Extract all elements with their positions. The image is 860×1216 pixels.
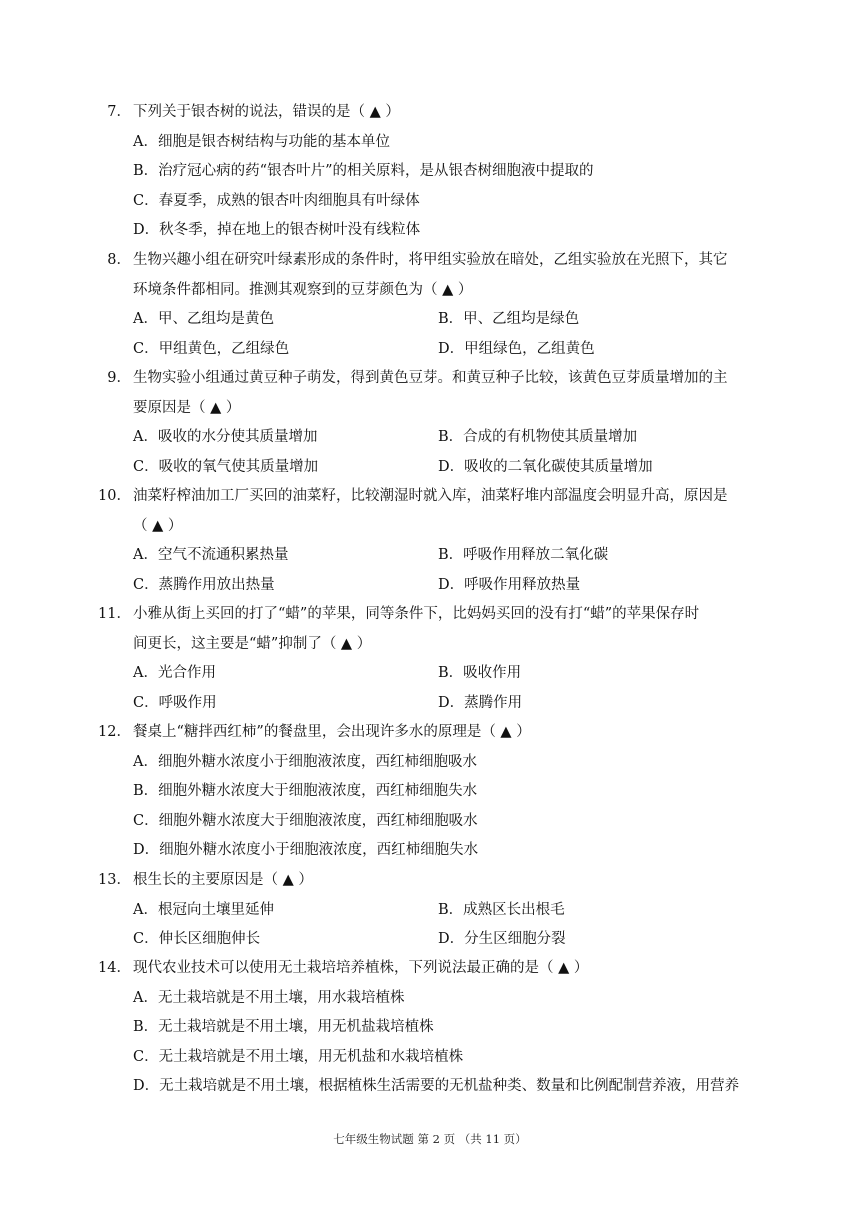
option-a: A．甲、乙组均是黄色: [133, 311, 274, 327]
question-number: 12．: [98, 724, 131, 740]
question-10: [98, 482, 768, 600]
option-c: C．呼吸作用: [133, 694, 217, 711]
question-stem: 10． 油菜籽榨油加工厂买回的油菜籽，比较潮湿时就入库，油菜籽堆内部温度会明显升高，原因是: [108, 482, 768, 512]
option-d: D．蒸腾作用: [438, 694, 523, 711]
option-c: C．蒸腾作用放出热量: [133, 576, 275, 593]
page-footer: 七年级生物试题 第 2 页 （共 11 页）: [333, 1132, 527, 1146]
question-13: [98, 866, 768, 955]
option-a: A．吸收的水分使其质量增加: [133, 429, 318, 445]
option-b: B．成熟区长出根毛: [438, 901, 565, 918]
option-c: C．无土栽培就是不用土壤，用无机盐和水栽培植株: [133, 1048, 464, 1065]
question-number: 11．: [98, 606, 131, 622]
option-d: D．细胞外糖水浓度小于细胞液浓度，西红柿细胞失水: [133, 842, 479, 858]
option-a: A．根冠向土壤里延伸: [133, 901, 274, 918]
question-stem: 9． 生物实验小组通过黄豆种子萌发，得到黄色豆芽。和黄豆种子比较，该黄色豆芽质量增加的主: [108, 364, 768, 394]
option-a: A．光合作用: [133, 665, 216, 681]
question-number: 13．: [98, 872, 131, 888]
question-stem: 7． 下列关于银杏树的说法，错误的是（ ▲ ）: [108, 98, 768, 128]
option-b: B．甲、乙组均是绿色: [438, 311, 580, 327]
question-stem: 14． 现代农业技术可以使用无土栽培培养植株，下列说法最正确的是（ ▲ ）: [108, 954, 768, 984]
question-12: [98, 718, 768, 866]
option-c: C．春夏季，成熟的银杏叶肉细胞具有叶绿体: [133, 192, 420, 209]
question-stem-cont: 要原因是（ ▲ ）: [133, 399, 241, 416]
option-d: D．甲组绿色，乙组黄色: [438, 340, 595, 357]
option-a: A．细胞外糖水浓度小于细胞液浓度，西红柿细胞吸水: [133, 753, 477, 770]
option-b: B．呼吸作用释放二氧化碳: [438, 547, 609, 563]
question-stem: 13． 根生长的主要原因是（ ▲ ）: [108, 866, 768, 896]
option-c: C．细胞外糖水浓度大于细胞液浓度，西红柿细胞吸水: [133, 812, 478, 829]
option-d: D．分生区细胞分裂: [438, 931, 566, 947]
question-number: 9．: [107, 370, 131, 386]
question-stem-cont: （ ▲ ）: [133, 517, 183, 534]
question-9: [108, 364, 768, 482]
option-b: B．合成的有机物使其质量增加: [438, 429, 638, 445]
question-stem-cont: 环境条件都相同。推测其观察到的豆芽颜色为（ ▲ ）: [133, 281, 473, 298]
question-14: [98, 954, 768, 1102]
option-a: A．细胞是银杏树结构与功能的基本单位: [133, 133, 390, 150]
option-c: C．甲组黄色，乙组绿色: [133, 340, 290, 357]
question-stem: 12． 餐桌上“糖拌西红柿”的餐盘里，会出现许多水的原理是（ ▲ ）: [108, 718, 768, 748]
option-c: C．吸收的氧气使其质量增加: [133, 458, 319, 475]
question-stem-cont: 间更长，这主要是“蜡”抑制了（ ▲ ）: [133, 635, 372, 652]
option-d: D．吸收的二氧化碳使其质量增加: [438, 458, 653, 475]
option-a: A．空气不流通积累热量: [133, 547, 289, 563]
question-stem: 11． 小雅从街上买回的打了“蜡”的苹果，同等条件下，比妈妈买回的没有打“蜡”的苹果保存时: [108, 600, 768, 630]
question-number: 14．: [98, 960, 131, 976]
question-number: 8．: [107, 252, 131, 268]
question-8: [108, 246, 768, 364]
option-a: A．无土栽培就是不用土壤，用水栽培植株: [133, 989, 405, 1006]
question-stem: 8． 生物兴趣小组在研究叶绿素形成的条件时，将甲组实验放在暗处，乙组实验放在光照下，其它: [108, 246, 768, 276]
option-c: C．伸长区细胞伸长: [133, 931, 261, 947]
option-d: D．秋冬季，掉在地上的银杏树叶没有线粒体: [133, 222, 421, 238]
question-number: 7．: [107, 104, 131, 120]
option-d: D．无土栽培就是不用土壤，根据植株生活需要的无机盐种类、数量和比例配制营养液，用营养: [133, 1078, 740, 1094]
option-d: D．呼吸作用释放热量: [438, 576, 581, 593]
option-b: B．细胞外糖水浓度大于细胞液浓度，西红柿细胞失水: [133, 783, 478, 799]
question-7: [108, 98, 768, 246]
option-b: B．无土栽培就是不用土壤，用无机盐栽培植株: [133, 1019, 434, 1035]
question-number: 10．: [98, 488, 131, 504]
question-11: [98, 600, 768, 718]
option-b: B．治疗冠心病的药“银杏叶片”的相关原料，是从银杏树细胞液中提取的: [133, 163, 594, 179]
option-b: B．吸收作用: [438, 665, 522, 681]
